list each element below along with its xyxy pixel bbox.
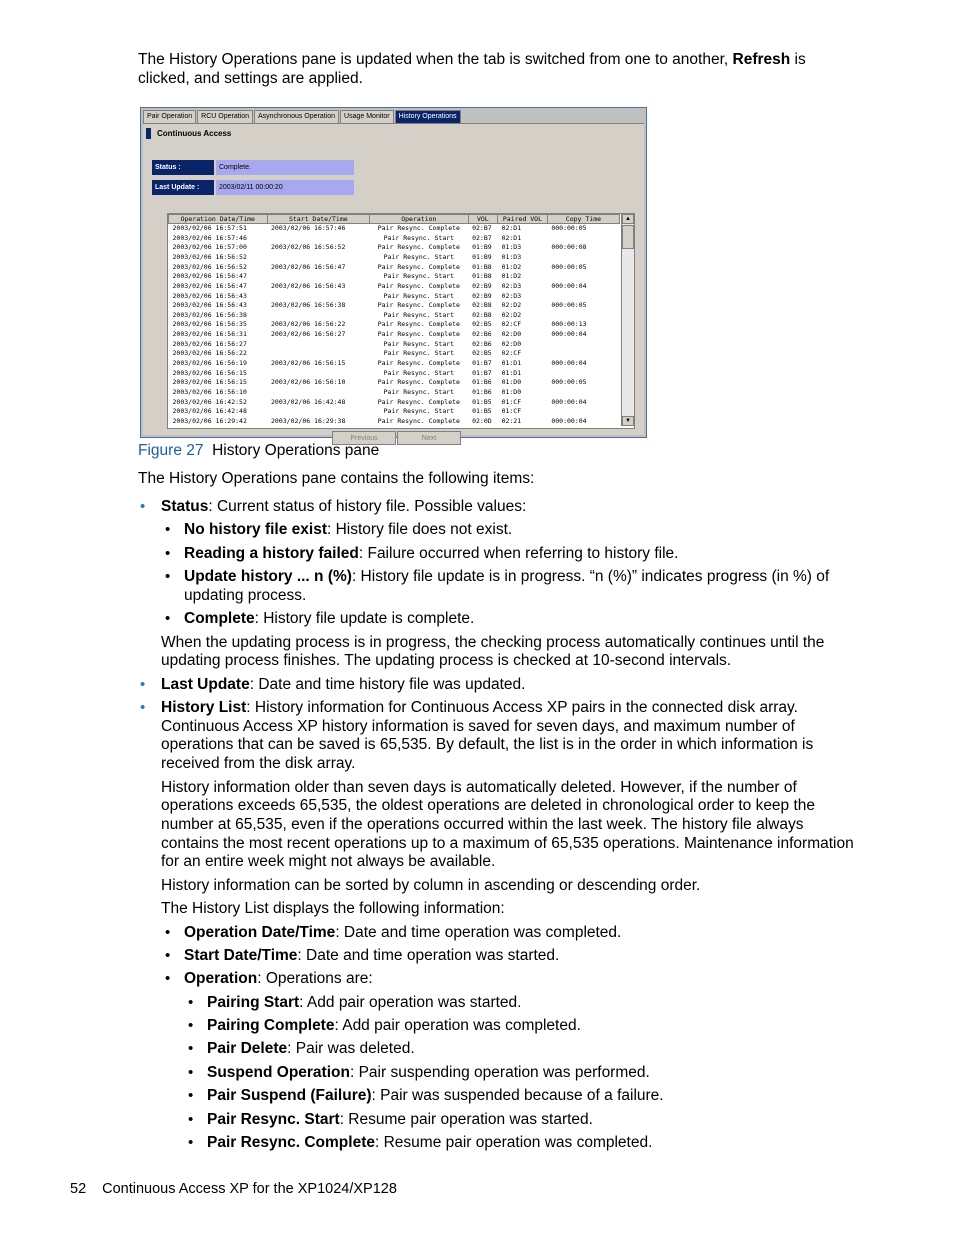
table-cell: 02:B5 xyxy=(472,320,492,329)
table-cell: Pair Resync. Start xyxy=(383,252,455,261)
table-cell xyxy=(267,272,370,282)
table-row[interactable] xyxy=(169,330,620,340)
table-cell: Pair Resync. Start xyxy=(383,272,455,281)
table-cell: 2003/02/06 16:57:46 xyxy=(271,224,346,233)
table-row[interactable] xyxy=(169,359,620,369)
list-info-item xyxy=(184,970,373,989)
table-cell: 2003/02/06 16:56:38 xyxy=(172,310,247,319)
bullet-icon: • xyxy=(165,545,171,562)
operation-term: Pair Delete xyxy=(207,1040,288,1057)
table-cell: 01:D2 xyxy=(501,262,522,271)
table-cell: 000:00:05 xyxy=(551,224,587,233)
table-cell: 02:B6 xyxy=(472,339,492,348)
info-desc: : Date and time operation was started. xyxy=(297,947,560,964)
table-cell xyxy=(267,234,370,244)
column-header[interactable]: Copy Time xyxy=(547,215,619,224)
table-row[interactable] xyxy=(169,224,620,234)
table-cell: 2003/02/06 16:56:35 xyxy=(172,320,247,329)
table-cell: 2003/02/06 16:56:10 xyxy=(172,387,247,396)
table-cell: 02:B7 xyxy=(472,224,492,233)
figure-caption xyxy=(138,442,379,460)
history-list[interactable] xyxy=(167,213,635,429)
history-para4: The History List displays the following information: xyxy=(161,900,505,917)
value-term: Reading a history failed xyxy=(184,545,359,562)
operation-desc: : Pair suspending operation was performed. xyxy=(349,1064,650,1081)
table-cell: 2003/02/06 16:56:52 xyxy=(172,262,247,271)
history-para2-line: History information older than seven days is automatically deleted. However, if the number of xyxy=(161,779,797,796)
table-cell: 02:B7 xyxy=(472,233,492,242)
page-footer xyxy=(70,1180,397,1198)
table-cell: Pair Resync. Complete xyxy=(377,320,460,329)
table-cell xyxy=(267,340,370,350)
table-row[interactable] xyxy=(169,243,620,253)
table-cell: 000:00:08 xyxy=(551,243,587,252)
info-term: Start Date/Time xyxy=(184,947,298,964)
table-cell: 01:D2 xyxy=(501,272,522,281)
table-row[interactable] xyxy=(169,282,620,292)
operation-term: Pairing Start xyxy=(207,994,300,1011)
operation-desc: : Pair was deleted. xyxy=(287,1040,415,1057)
last-update-desc: : Date and time history file was updated. xyxy=(249,676,526,693)
value-desc: : History file does not exist. xyxy=(326,521,513,538)
table-cell: 000:00:04 xyxy=(551,416,587,425)
table-cell: 02:D2 xyxy=(501,310,522,319)
table-cell: Pair Resync. Start xyxy=(383,310,455,319)
table-cell: Pair Resync. Complete xyxy=(377,330,460,339)
history-operations-screenshot xyxy=(140,107,647,442)
table-cell: 02:B5 xyxy=(472,349,492,358)
table-row[interactable] xyxy=(169,417,620,427)
contains-intro: The History Operations pane contains the following items: xyxy=(138,470,535,487)
table-row[interactable] xyxy=(169,311,620,321)
table-cell: 01:B8 xyxy=(472,272,492,281)
table-cell: Pair Resync. Complete xyxy=(377,301,460,310)
table-cell: 000:00:04 xyxy=(551,397,587,406)
table-cell: 02:B6 xyxy=(472,330,492,339)
table-cell xyxy=(547,349,619,359)
info-desc: : Operations are: xyxy=(257,970,373,987)
bullet-icon: • xyxy=(165,924,171,941)
table-cell: Pair Resync. Complete xyxy=(377,243,460,252)
table-row[interactable] xyxy=(169,340,620,350)
history-para2-line: operations exceeds 65,535, the oldest operations are deleted in chronological order to keep the xyxy=(161,797,816,814)
tab-rcu-operation[interactable]: RCU Operation xyxy=(197,110,253,124)
last-update-term: Last Update xyxy=(161,676,250,693)
table-cell: 02:D1 xyxy=(501,224,522,233)
table-row[interactable] xyxy=(169,388,620,398)
table-row[interactable] xyxy=(169,378,620,388)
bullet-icon: • xyxy=(188,1087,194,1104)
bullet-icon: • xyxy=(188,1134,194,1151)
table-cell xyxy=(267,253,370,263)
table-cell: Pair Resync. Complete xyxy=(377,358,460,367)
table-cell: 2003/02/06 16:56:52 xyxy=(271,243,346,252)
tab-history-operations[interactable]: History Operations xyxy=(395,110,461,124)
table-cell: 02:D0 xyxy=(501,330,522,339)
intro-text-2: is clicked, and settings are applied. xyxy=(138,51,806,87)
bullet-icon: • xyxy=(188,994,194,1011)
table-cell: 2003/02/06 16:56:47 xyxy=(172,281,247,290)
table-cell: 01:D3 xyxy=(501,243,522,252)
table-cell: 01:D0 xyxy=(501,387,522,396)
table-cell: 2003/02/06 16:56:19 xyxy=(172,358,247,367)
table-cell: Pair Resync. Complete xyxy=(377,281,460,290)
table-cell xyxy=(267,369,370,379)
table-row[interactable] xyxy=(169,407,620,417)
history-list-desc: : History information for Continuous Access XP pairs in the connected disk array. xyxy=(246,699,798,716)
tab-bar xyxy=(143,110,462,124)
value-desc-continued: updating process. xyxy=(184,587,307,604)
value-term: Complete xyxy=(184,610,255,627)
bullet-icon: • xyxy=(140,699,146,716)
table-cell xyxy=(547,340,619,350)
status-value: Complete. xyxy=(216,160,354,175)
column-header[interactable]: VOL xyxy=(468,215,497,224)
table-cell: Pair Resync. Start xyxy=(383,407,455,416)
status-value-item xyxy=(184,545,678,564)
operation-term: Suspend Operation xyxy=(207,1064,350,1081)
intro-paragraph xyxy=(138,51,844,88)
table-cell: 02:CF xyxy=(501,320,522,329)
bullet-icon: • xyxy=(140,676,146,693)
bullet-icon: • xyxy=(165,970,171,987)
table-cell: 2003/02/06 16:56:43 xyxy=(172,291,247,300)
table-cell: 2003/02/06 16:57:46 xyxy=(172,233,247,242)
bullet-icon: • xyxy=(165,568,171,585)
table-cell: Pair Resync. Complete xyxy=(377,378,460,387)
table-cell xyxy=(267,291,370,301)
table-cell: 2003/02/06 16:57:00 xyxy=(172,243,247,252)
history-list-desc-line: operations that can be saved is 65,535. By default, the list is in the order in which information is xyxy=(161,736,814,753)
table-cell: 01:D1 xyxy=(501,358,522,367)
table-cell: 01:B7 xyxy=(472,358,492,367)
operation-desc: : Pair was suspended because of a failure. xyxy=(371,1087,664,1104)
status-label: Status : xyxy=(152,160,214,175)
table-cell: 02:D1 xyxy=(501,233,522,242)
table-cell: 01:CF xyxy=(501,397,522,406)
history-list-desc-line: Continuous Access XP history information is saved for seven days, and maximum number of xyxy=(161,718,795,735)
table-cell: Pair Resync. Complete xyxy=(377,262,460,271)
intro-text-1: The History Operations pane is updated when the tab is switched from one to another, xyxy=(138,51,733,68)
history-list-desc-line: received from the disk array. xyxy=(161,755,356,772)
bullet-icon: • xyxy=(188,1040,194,1057)
last-update-item xyxy=(161,676,525,695)
table-row[interactable] xyxy=(169,234,620,244)
table-cell: 02:B8 xyxy=(472,301,492,310)
table-cell: 2003/02/06 16:56:43 xyxy=(172,301,247,310)
operation-desc: : Add pair operation was completed. xyxy=(334,1017,581,1034)
operation-item xyxy=(207,994,521,1013)
table-cell: Pair Resync. Start xyxy=(383,368,455,377)
table-cell: 2003/02/06 16:56:22 xyxy=(172,349,247,358)
table-row[interactable] xyxy=(169,263,620,273)
info-term: Operation Date/Time xyxy=(184,924,336,941)
history-list-term: History List xyxy=(161,699,247,716)
table-cell: 02:B9 xyxy=(472,291,492,300)
operation-term: Pair Suspend (Failure) xyxy=(207,1087,372,1104)
table-cell: 02:D2 xyxy=(501,301,522,310)
table-cell: Pair Resync. Start xyxy=(383,387,455,396)
table-row[interactable] xyxy=(169,369,620,379)
table-cell: 01:D3 xyxy=(501,252,522,261)
table-cell: 01:B9 xyxy=(472,243,492,252)
table-cell: 2003/02/06 16:56:27 xyxy=(271,330,346,339)
column-header[interactable]: Operation Date/Time xyxy=(169,215,268,224)
table-cell: 2003/02/06 16:29:42 xyxy=(172,416,247,425)
value-desc: : History file update is complete. xyxy=(254,610,475,627)
table-cell: 2003/02/06 16:56:15 xyxy=(172,378,247,387)
table-cell: 2003/02/06 16:56:43 xyxy=(271,281,346,290)
operation-item xyxy=(207,1087,664,1106)
table-row[interactable] xyxy=(169,398,620,408)
table-cell: 01:B5 xyxy=(472,407,492,416)
bullet-icon: • xyxy=(165,521,171,538)
refresh-term: Refresh xyxy=(732,51,791,68)
status-item xyxy=(161,498,526,517)
tab-usage-monitor[interactable]: Usage Monitor xyxy=(340,110,394,124)
operation-item xyxy=(207,1111,593,1130)
table-cell: 2003/02/06 16:56:15 xyxy=(172,368,247,377)
table-cell: 01:B6 xyxy=(472,387,492,396)
table-cell: 01:B8 xyxy=(472,262,492,271)
operation-item xyxy=(207,1040,415,1059)
table-cell: 2003/02/06 16:57:51 xyxy=(172,224,247,233)
table-cell xyxy=(547,407,619,417)
next-button[interactable]: Next xyxy=(397,431,461,445)
figure-title: History Operations pane xyxy=(212,442,380,459)
table-cell: 01:D1 xyxy=(501,368,522,377)
info-desc: : Date and time operation was completed. xyxy=(335,924,622,941)
status-value-item xyxy=(184,610,474,629)
table-cell: 2003/02/06 16:56:15 xyxy=(271,358,346,367)
table-cell: 01:B9 xyxy=(472,252,492,261)
table-cell: 2003/02/06 16:56:38 xyxy=(271,301,346,310)
table-row[interactable] xyxy=(169,320,620,330)
status-value-item xyxy=(184,521,512,540)
table-row[interactable] xyxy=(169,272,620,282)
operation-term: Pair Resync. Start xyxy=(207,1111,340,1128)
table-cell: Pair Resync. Start xyxy=(383,291,455,300)
table-row[interactable] xyxy=(169,301,620,311)
value-term: Update history ... n (%) xyxy=(184,568,352,585)
tab-pair-operation[interactable]: Pair Operation xyxy=(143,110,196,124)
table-cell: 02:21 xyxy=(501,416,522,425)
operation-desc: : Add pair operation was started. xyxy=(299,994,522,1011)
table-cell: 2003/02/06 16:56:52 xyxy=(172,252,247,261)
history-pane xyxy=(143,123,644,442)
column-header[interactable]: Start Date/Time xyxy=(267,215,370,224)
list-info-item xyxy=(184,947,559,966)
table-cell: 000:00:13 xyxy=(551,320,587,329)
table-cell: 2003/02/06 16:42:48 xyxy=(172,407,247,416)
table-cell: 02:B9 xyxy=(472,281,492,290)
tab-asynchronous-operation[interactable]: Asynchronous Operation xyxy=(254,110,339,124)
status-desc: : Current status of history file. Possible values: xyxy=(208,498,527,515)
history-table-header xyxy=(169,215,620,224)
bullet-icon: • xyxy=(165,610,171,627)
table-cell: 02:CF xyxy=(501,349,522,358)
operation-item xyxy=(207,1134,652,1153)
value-desc: : History file update is in progress. “n (%)” indicates progress (in %) of xyxy=(351,568,830,585)
table-cell: 2003/02/06 16:29:38 xyxy=(271,416,346,425)
table-cell xyxy=(547,311,619,321)
bullet-icon: • xyxy=(165,947,171,964)
operation-item xyxy=(207,1064,650,1083)
figure-label: Figure 27 xyxy=(138,442,204,459)
table-cell xyxy=(547,388,619,398)
last-update-label: Last Update : xyxy=(152,180,214,195)
history-para2-line: for an entire week might not always be available. xyxy=(161,853,496,870)
table-row[interactable] xyxy=(169,349,620,359)
table-cell: 2003/02/06 16:56:31 xyxy=(172,330,247,339)
column-header[interactable]: Operation xyxy=(370,215,469,224)
operation-term: Pairing Complete xyxy=(207,1017,335,1034)
table-cell: 02:B8 xyxy=(472,310,492,319)
history-table xyxy=(168,214,620,426)
table-cell: 2003/02/06 16:42:48 xyxy=(271,397,346,406)
status-term: Status xyxy=(161,498,209,515)
table-cell: 000:00:05 xyxy=(551,301,587,310)
section-marker xyxy=(146,128,151,139)
table-cell: 01:CF xyxy=(501,407,522,416)
table-cell: Pair Resync. Start xyxy=(383,349,455,358)
bullet-icon: • xyxy=(140,498,146,515)
operation-desc: : Resume pair operation was completed. xyxy=(374,1134,653,1151)
vertical-scrollbar[interactable] xyxy=(621,214,634,426)
column-header[interactable]: Paired VOL xyxy=(498,215,548,224)
table-cell: 000:00:04 xyxy=(551,281,587,290)
table-cell xyxy=(547,369,619,379)
table-cell: 01:B7 xyxy=(472,368,492,377)
list-info-item xyxy=(184,924,621,943)
table-cell xyxy=(267,407,370,417)
history-para2-line: number at 65,535, even if the operations occurred within the last week. The history file always xyxy=(161,816,804,833)
bullet-icon: • xyxy=(188,1064,194,1081)
table-row[interactable] xyxy=(169,253,620,263)
bullet-icon: • xyxy=(188,1111,194,1128)
history-para3: History information can be sorted by column in ascending or descending order. xyxy=(161,877,701,894)
operation-desc: : Resume pair operation was started. xyxy=(339,1111,593,1128)
table-cell: 02:D0 xyxy=(501,339,522,348)
page-number: 52 xyxy=(70,1181,87,1197)
table-cell: Pair Resync. Complete xyxy=(377,416,460,425)
table-cell: 000:00:05 xyxy=(551,262,587,271)
status-note-line: When the updating process is in progress, the checking process automatically continues until the xyxy=(161,634,825,651)
info-term: Operation xyxy=(184,970,258,987)
table-cell xyxy=(547,234,619,244)
history-list-item xyxy=(161,699,798,718)
table-cell: 000:00:04 xyxy=(551,358,587,367)
status-value-item xyxy=(184,568,829,587)
table-cell: 000:00:04 xyxy=(551,330,587,339)
table-cell: 02:0D xyxy=(472,416,492,425)
table-cell xyxy=(267,388,370,398)
table-cell xyxy=(547,291,619,301)
table-cell: 01:D0 xyxy=(501,378,522,387)
table-cell xyxy=(547,272,619,282)
value-term: No history file exist xyxy=(184,521,327,538)
scroll-down-icon[interactable]: ▼ xyxy=(622,416,634,426)
table-cell: Pair Resync. Complete xyxy=(377,397,460,406)
previous-button[interactable]: Previous xyxy=(332,431,396,445)
bullet-icon: • xyxy=(188,1017,194,1034)
table-cell xyxy=(267,349,370,359)
table-cell: 2003/02/06 16:56:10 xyxy=(271,378,346,387)
table-cell xyxy=(547,253,619,263)
table-cell xyxy=(267,311,370,321)
operation-term: Pair Resync. Complete xyxy=(207,1134,375,1151)
history-para2-line: contains the most recent operations up to a maximum of 65,535 operations. Maintenance information xyxy=(161,835,854,852)
operation-item xyxy=(207,1017,581,1036)
table-cell: 2003/02/06 16:56:22 xyxy=(271,320,346,329)
table-cell: 000:00:05 xyxy=(551,378,587,387)
table-cell: Pair Resync. Complete xyxy=(377,224,460,233)
table-cell: 2003/02/06 16:56:47 xyxy=(271,262,346,271)
value-desc: : Failure occurred when referring to history file. xyxy=(358,545,679,562)
table-cell: Pair Resync. Start xyxy=(383,339,455,348)
table-cell: 02:D3 xyxy=(501,291,522,300)
section-title: Continuous Access xyxy=(157,129,232,138)
scroll-thumb[interactable] xyxy=(622,225,634,249)
table-cell: 2003/02/06 16:42:52 xyxy=(172,397,247,406)
table-cell: 2003/02/06 16:56:27 xyxy=(172,339,247,348)
table-cell: Pair Resync. Start xyxy=(383,233,455,242)
table-cell: 02:D3 xyxy=(501,281,522,290)
footer-title: Continuous Access XP for the XP1024/XP128 xyxy=(102,1181,397,1197)
scroll-up-icon[interactable]: ▲ xyxy=(622,214,634,224)
status-note-line: updating process finishes. The updating process is checked at 10-second intervals. xyxy=(161,652,732,669)
table-cell: 01:B5 xyxy=(472,397,492,406)
table-row[interactable] xyxy=(169,291,620,301)
table-cell: 01:B6 xyxy=(472,378,492,387)
last-update-value: 2003/02/11 00:00:20 xyxy=(216,180,354,195)
table-cell: 2003/02/06 16:56:47 xyxy=(172,272,247,281)
